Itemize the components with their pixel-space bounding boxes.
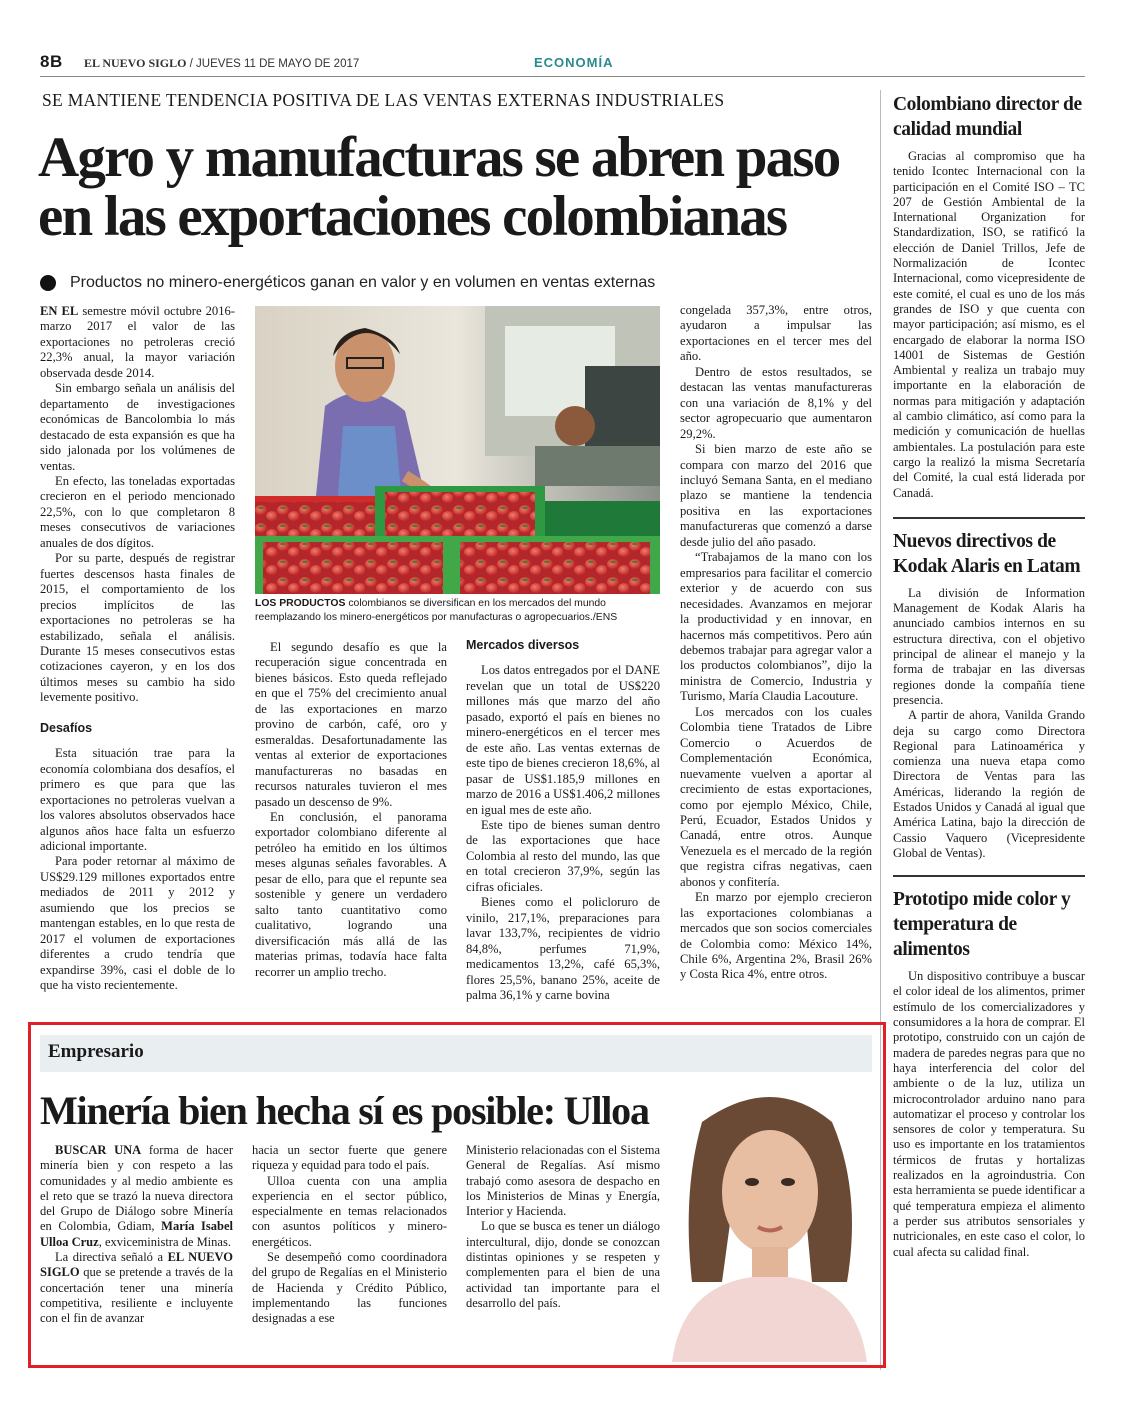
article-deck <box>40 274 655 292</box>
box-column-2 <box>252 1143 447 1327</box>
paper-mention: EL NUEVO SIGLO <box>40 1250 233 1280</box>
paragraph: A partir de ahora, Vanilda Grando deja su cargo como Directora Regional para Latinoamérica y comienza una nueva etapa como Directora de Ventas para las Américas, liderando la región de Estados Unidos y Canadá al igual que América Latina, bajo la dirección de Cassio Vaquero (Vicepresidente Global de Ventas). <box>893 708 1085 860</box>
paragraph: En conclusión, el panorama exportador colombiano diferente al petróleo ha emitido en los últimos meses algunas señales favorables. A pesar de ello, para que el repunte sea sostenible y genere un verdadero salto tanto cuantitativo como cualitativo, logrando una diversificación más allá de las materias primas, todavía hace falta recorrer un amplio trecho. <box>255 809 447 979</box>
lead-in: BUSCAR UNA <box>55 1143 142 1157</box>
article-kicker: SE MANTIENE TENDENCIA POSITIVA DE LAS VENTAS EXTERNAS INDUSTRIALES <box>42 90 725 110</box>
issue-date: / JUEVES 11 DE MAYO DE 2017 <box>189 58 360 70</box>
article-column-1 <box>40 304 235 993</box>
paragraph <box>40 1143 233 1250</box>
paragraph: Bienes como el policloruro de vinilo, 217,1%, preparaciones para lavar 133,7%, recipientes de vidrio 84,8%, perfumes 71,9%, medicamentos 13,2%, café 65,3%, flores 25,5%, banano 25%, aceite de palma 36,1% y carne bovina <box>466 895 660 1002</box>
paragraph <box>40 1250 233 1326</box>
paragraph: Dentro de estos resultados, se destacan las ventas manufactureras con una variación de 8,1% y del sector agropecuario que aumentaron 29,2%. <box>680 364 872 441</box>
paragraph: Ministerio relacionadas con el Sistema General de Regalías. Así mismo trabajó como asesora de despacho en los Ministerios de Minas y Energía, Interior y Hacienda. <box>466 1143 660 1219</box>
paragraph: Los mercados con los cuales Colombia tiene Tratados de Libre Comercio o Acuerdos de Complementación Económica, nuevamente vuelven a aportar al crecimiento de estas exportaciones, como por ejemplo México, Chile, Perú, Ecuador, Estados Unidos y Canadá, entre otros. Aunque Venezuela es el mercado de la región que registra cifras negativas, caen abonos y confitería. <box>680 704 872 889</box>
sidebar-text-3 <box>893 969 1085 1260</box>
subhead-mercados: Mercados diversos <box>466 638 580 652</box>
paragraph: En efecto, las toneladas exportadas crecieron en el periodo mencionado 22,5%, con lo que completaron 8 meses consecutivos de variaciones anuales de dos dígitos. <box>40 473 235 550</box>
header-rule <box>40 76 1085 77</box>
paragraph: Esta situación trae para la economía colombiana dos desafíos, el primero es que para que las exportaciones no petroleras vuelvan a los valores absolutos observados hace algunos años hace falta un esfuerzo adicional importante. <box>40 746 235 853</box>
sidebar-title-3: Prototipo mide color y temperatura de alimentos <box>893 889 1071 961</box>
paragraph: La división de Information Management de Kodak Alaris ha anunciado cambios internos en su estructura directiva, con el objetivo principal de alinear el manejo y la forma de trabajar en las diversas regiones donde la compañía tiene presencia. <box>893 585 1085 707</box>
market-vendor-image <box>255 306 660 594</box>
paragraph-text: semestre móvil octubre 2016-marzo 2017 el valor de las exportaciones no petroleras creció 22,3% anual, la mayor variación observada desde 2014. <box>40 304 235 380</box>
sidebar-rule <box>893 875 1085 877</box>
article-photo <box>255 306 660 594</box>
box-headline: Minería bien hecha sí es posible: Ulloa <box>40 1088 649 1133</box>
article-headline <box>38 128 888 246</box>
paragraph: Lo que se busca es tener un diálogo intercultural, dijo, donde se conozcan distintas opiniones y se respeten y complementen para el bien de una actividad tan importante para el desarrollo del país. <box>466 1219 660 1310</box>
section-label: ECONOMÍA <box>534 55 614 70</box>
masthead <box>84 56 359 71</box>
headline-line-1: Agro y manufacturas se abren paso <box>38 126 840 189</box>
paragraph: Por su parte, después de registrar fuertes descensos hasta finales de 2015, el comportamiento de los precios implícitos de las exportaciones no petroleras se ha estabilizado, señala el análisis. Durante 15 meses consecutivos estas cotizaciones cayeron, y en los dos últimos meses su cambio ha sido levemente positivo. <box>40 551 235 705</box>
ulloa-portrait <box>662 1082 874 1362</box>
headline-line-2: en las exportaciones colombianas <box>38 185 787 248</box>
portrait-image <box>662 1082 874 1362</box>
article-column-4 <box>680 303 872 983</box>
paragraph-text: forma de hacer minería bien y con respeto a las comunidades y al medio ambiente es el reto que se trazó la nueva directora del Grupo de Diálogo sobre Minería en Colombia, Gdiam, <box>40 1143 233 1234</box>
paragraph <box>40 304 235 381</box>
box-tag: Empresario <box>40 1035 872 1072</box>
paragraph: Este tipo de bienes suman dentro de las exportaciones que hace Colombia al resto del mundo, las que en total crecieron 37,9%, según las cifras oficiales. <box>466 817 660 894</box>
paragraph: congelada 357,3%, entre otros, ayudaron a impulsar las exportaciones en el tercer mes del año. <box>680 303 872 364</box>
page-number: 8B <box>40 52 63 71</box>
paragraph: En marzo por ejemplo crecieron las exportaciones colombianas a mercados que son socios comerciales de Colombia como: México 14%, Chile 6%, Argentina 2%, Brasil 26% y Costa Rica 4%, entre otros. <box>680 890 872 982</box>
paragraph-text: que se pretende a través de la concertación tener una minería competitiva, resiliente e incluyente con el fin de avanzar <box>40 1265 233 1326</box>
paragraph: Los datos entregados por el DANE revelan que un total de US$220 millones más que marzo del año pasado, exportó el país en bienes no minero-energéticos en el tercer mes de este año. Las ventas externas de este tipo de bienes crecieron 18,6%, al pasar de US$1.185,9 millones en marzo de 2016 a US$1.406,2 millones en igual mes de este año. <box>466 663 660 817</box>
sidebar-text-1 <box>893 149 1085 501</box>
paragraph: hacia un sector fuerte que genere riqueza y equidad para todo el país. <box>252 1143 447 1173</box>
paragraph: Ulloa cuenta con una amplia experiencia en el sector público, especialmente en temas relacionados con asuntos políticos y minero-energéticos. <box>252 1173 447 1249</box>
article-column-2 <box>255 640 447 980</box>
box-column-3 <box>466 1143 660 1311</box>
paragraph: Si bien marzo de este año se compara con marzo del 2016 que incluyó Semana Santa, en el mediano plazo se mantiene la tendencia positiva en las exportaciones manufactureras que comenzó a darse desde julio del año pasado. <box>680 442 872 549</box>
paragraph: Sin embargo señala un análisis del departamento de investigaciones económicas de Bancolombia lo más destacado de esta expansión es que ha sido jalonada por los volúmenes de ventas. <box>40 381 235 473</box>
photo-caption <box>255 597 660 624</box>
paragraph-text: , exviceministra de Minas. <box>98 1234 231 1249</box>
subhead-desafios: Desafíos <box>40 720 93 735</box>
caption-lead: LOS PRODUCTOS <box>255 598 346 609</box>
sidebar-text-2 <box>893 586 1085 861</box>
article-column-3 <box>466 625 660 1003</box>
deck-text: Productos no minero-energéticos ganan en valor y en volumen en ventas externas <box>70 274 656 291</box>
sidebar-title-1: Colombiano director de calidad mundial <box>893 94 1082 140</box>
sidebar-title-2: Nuevos directivos de Kodak Alaris en Latam <box>893 530 1081 577</box>
paragraph: Se desempeñó como coordinadora del grupo de Regalías en el Ministerio de Hacienda y Crédito Público, implementando las funciones designadas a ese <box>252 1250 447 1326</box>
paragraph: Para poder retornar al máximo de US$29.129 millones exportados entre mediados de 2011 y 2012 y asumiendo que los precios se mantengan estables, en lo que resta de 2017 el volumen de exportaciones diferentes a crudo tendría que expandirse 39%, casi el doble de lo que ha visto recientemente. <box>40 854 235 993</box>
box-column-1 <box>40 1143 233 1327</box>
paragraph: El segundo desafío es que la recuperación sigue concentrada en bienes básicos. Esto queda reflejado en que el 75% del crecimiento anual de las exportaciones en marzo provino de carbón, café, oro y esmeraldas. Desafortunadamente las ventas al exterior de exportaciones manufactureras no basadas en recursos naturales tuvieron el mes pasado un descenso de 9%. <box>255 640 447 809</box>
sidebar <box>893 92 1085 1260</box>
paragraph: “Trabajamos de la mano con los empresarios para facilitar el comercio exterior y de acuerdo con sus necesidades. Avanzamos en mejorar la productividad y en innovar, en hacernos más competitivos. Pero aún debemos trabajar para agregar valor a los productos colombianos”, dijo la ministra de Comercio, Industria y Turismo, María Claudia Lacouture. <box>680 550 872 704</box>
lead-in: EN EL <box>40 304 79 318</box>
caption-text: colombianos se diversifican en los mercados del mundo reemplazando los minero-energéticos por manufacturas o agropecuarios./ENS <box>255 598 618 623</box>
paper-name: EL NUEVO SIGLO <box>84 56 187 70</box>
paragraph: Gracias al compromiso que ha tenido Icontec Internacional con la participación en el Comité ISO – TC 207 de Gestión Ambiental de la International Organization for Standardization, ISO, se ratificó la elección de Daniel Trillos, Jefe de Normalización de Icontec Internacional, como vicepresidente de este comité, el cual es uno de los más grandes de ISO y que cuenta con mayor participación; así mismo, es el encargado de elaborar la norma ISO 14001 de Sistemas de Gestión Ambiental y realiza un trabajo muy importante en la elaboración de normas para mitigación y adaptación al cambio climático, así como para la medición y comunicación de huellas ambientales. La postulación para este cargo la realizó la misma Secretaría del Comité, la cual está liderada por Canadá. <box>893 149 1085 500</box>
bullet-icon <box>40 275 56 291</box>
paragraph: Un dispositivo contribuye a buscar el color ideal de los alimentos, primer estímulo de los comercializadores y consumidores a la hora de comprar. El prototipo, construido con un cajón de madera de paredes negras para que no haya interferencia del color del ambiente o de la luz, utiliza un microcontrolador arduino nano para automatizar el proceso y controlar los sensores de color y temperatura. Su uso es importante en los tratamientos térmicos de frutas y hortalizas realizados en la agroindustria. Con esta herramienta se puede identificar a qué temperatura empieza el alimento a perder sus atributos sensoriales y nutricionales, en este caso el color, lo cual afecta su calidad final. <box>893 969 1085 1259</box>
paragraph-text: La directiva señaló a <box>55 1250 164 1265</box>
person-name: María Isabel Ulloa Cruz <box>40 1219 233 1249</box>
sidebar-rule <box>893 517 1085 519</box>
